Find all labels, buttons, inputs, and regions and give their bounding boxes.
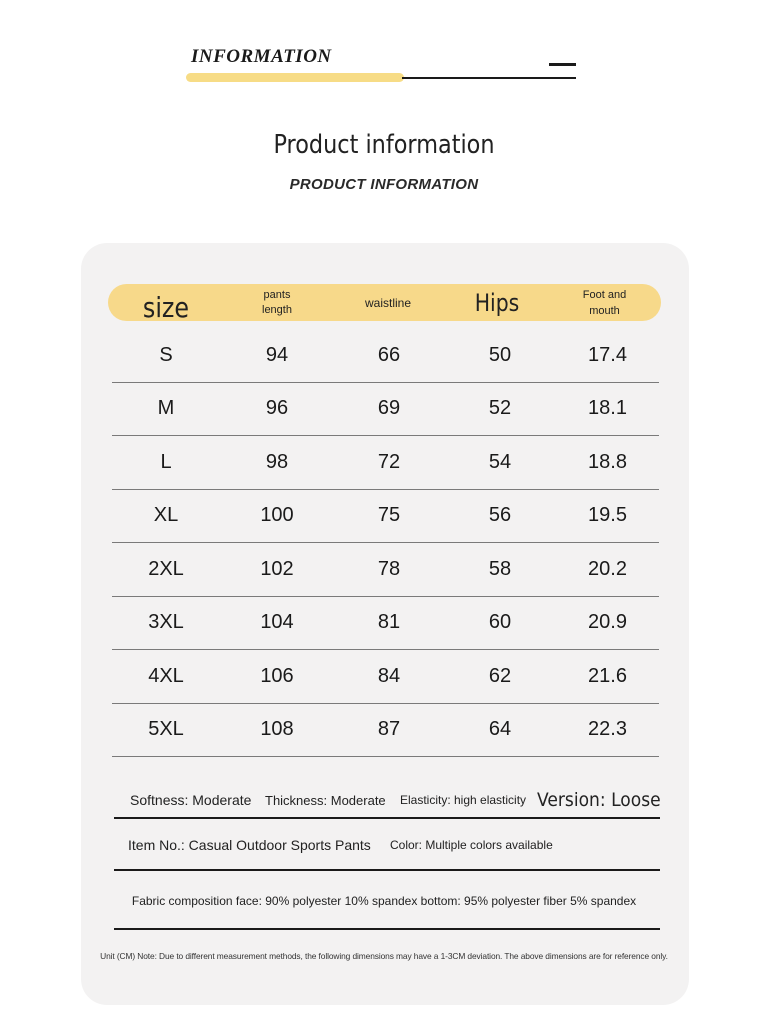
- size-cell: 2XL: [148, 557, 184, 580]
- measurement-note: Unit (CM) Note: Due to different measurement methods, the following dimensions may have a 1-3CM deviation. The above dimensions are for reference only.: [100, 951, 668, 961]
- col-header-hips: Hips: [474, 288, 520, 317]
- softness-attribute: Softness: Moderate: [130, 792, 252, 808]
- foot-mouth-cell: 21.6: [588, 664, 627, 687]
- version-attribute: Version: Loose: [537, 789, 661, 811]
- table-row: [112, 436, 659, 490]
- foot-label-line1: Foot and: [582, 288, 627, 301]
- foot-mouth-cell: 19.5: [588, 504, 627, 527]
- waistline-cell: 75: [377, 504, 401, 527]
- waistline-cell: 78: [377, 557, 401, 580]
- item-number: Item No.: Casual Outdoor Sports Pants: [128, 837, 371, 853]
- table-row: [112, 490, 659, 544]
- size-cell: S: [159, 343, 173, 366]
- attribute-divider: [114, 817, 660, 819]
- item-divider: [114, 869, 660, 871]
- page-subtitle: PRODUCT INFORMATION: [289, 176, 479, 193]
- foot-mouth-cell: 22.3: [588, 718, 627, 741]
- pants-length-cell: 102: [260, 557, 294, 580]
- pants-length-cell: 94: [265, 343, 289, 366]
- col-header-pants-length: [224, 284, 330, 321]
- elasticity-attribute: Elasticity: high elasticity: [400, 793, 527, 807]
- foot-mouth-cell: 18.8: [588, 450, 627, 473]
- pants-length-cell: 104: [260, 611, 294, 634]
- divider-line: [402, 77, 576, 79]
- color-info: Color: Multiple colors available: [390, 838, 553, 852]
- foot-label-line2: mouth: [589, 304, 620, 317]
- pants-length-cell: 98: [265, 450, 289, 473]
- size-table-body: [112, 329, 659, 757]
- col-header-waistline: waistline: [364, 295, 412, 310]
- table-row: [112, 543, 659, 597]
- pants-length-cell: 100: [260, 504, 294, 527]
- size-cell: L: [160, 450, 172, 473]
- waistline-cell: 84: [377, 664, 401, 687]
- table-row: [112, 650, 659, 704]
- table-row: [112, 597, 659, 651]
- foot-mouth-cell: 17.4: [588, 343, 627, 366]
- waistline-cell: 66: [377, 343, 401, 366]
- foot-mouth-cell: 20.9: [588, 611, 627, 634]
- info-label: INFORMATION: [191, 46, 332, 67]
- col-header-size: size: [142, 291, 190, 324]
- pants-length-cell: 96: [265, 397, 289, 420]
- size-cell: 3XL: [148, 611, 184, 634]
- size-cell: 5XL: [148, 718, 184, 741]
- hips-cell: 54: [488, 450, 512, 473]
- info-header: [0, 0, 768, 100]
- waistline-cell: 87: [377, 718, 401, 741]
- table-row: [112, 329, 659, 383]
- waistline-cell: 72: [377, 450, 401, 473]
- hips-cell: 52: [488, 397, 512, 420]
- page-title: Product information: [273, 130, 495, 160]
- hips-cell: 50: [488, 343, 512, 366]
- accent-bar: [186, 73, 404, 82]
- table-row: [112, 383, 659, 437]
- hips-cell: 60: [488, 611, 512, 634]
- pants-label-line1: pants: [263, 288, 291, 301]
- table-row: [112, 704, 659, 758]
- waistline-cell: 69: [377, 397, 401, 420]
- size-cell: M: [157, 397, 175, 420]
- dash-mark: [549, 63, 576, 66]
- size-cell: XL: [153, 504, 179, 527]
- thickness-attribute: Thickness: Moderate: [265, 792, 386, 808]
- waistline-cell: 81: [377, 611, 401, 634]
- fabric-composition: Fabric composition face: 90% polyester 10% spandex bottom: 95% polyester fiber 5% spandex: [131, 894, 637, 908]
- pants-length-cell: 106: [260, 664, 294, 687]
- hips-cell: 62: [488, 664, 512, 687]
- hips-cell: 56: [488, 504, 512, 527]
- fabric-divider: [114, 928, 660, 930]
- hips-cell: 64: [488, 718, 512, 741]
- pants-length-cell: 108: [260, 718, 294, 741]
- foot-mouth-cell: 18.1: [588, 397, 627, 420]
- col-header-foot-mouth: [548, 284, 661, 321]
- size-cell: 4XL: [148, 664, 184, 687]
- foot-mouth-cell: 20.2: [588, 557, 627, 580]
- pants-label-line2: length: [262, 303, 292, 316]
- hips-cell: 58: [488, 557, 512, 580]
